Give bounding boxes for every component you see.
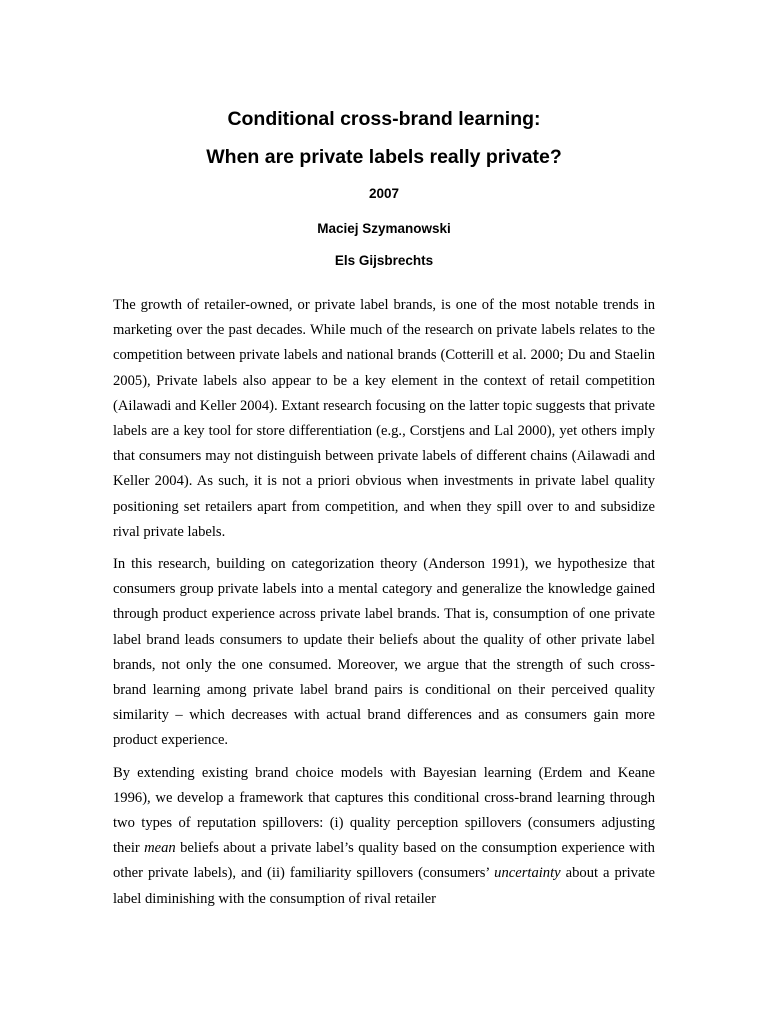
- paper-title-line-2: When are private labels really private?: [206, 146, 562, 168]
- publication-year: 2007: [368, 186, 400, 201]
- paragraph-text: beliefs about a private label’s quality based on the consumption experience with other private labels), and (ii) familiarity spillovers (consumers’: [113, 840, 655, 882]
- author-name: Els Gijsbrechts: [334, 253, 434, 268]
- paragraph-text: By extending existing brand choice models with Bayesian learning (Erdem and Keane 1996), we develop a framework that captures this conditional cross-brand learning through two types of reputation spillovers: (i) quality perception spillovers (consumers adjusting their: [113, 764, 655, 857]
- paragraph: In this research, building on categorization theory (Anderson 1991), we hypothesize that consumers group private labels into a mental category and generalize the knowledge gained through product experience across private label brands. That is, consumption of one private label brand leads consumers to update their beliefs about the quality of other private label brands, not only the one consumed. Moreover, we argue that the strength of such cross-brand learning among private label brand pairs is conditional on their perceived quality similarity – which decreases with actual brand differences and as consumers gain more product experience.: [113, 556, 655, 749]
- emphasized-term: mean: [144, 840, 176, 857]
- title-block: [0, 107, 768, 269]
- author-name: Maciej Szymanowski: [317, 221, 451, 236]
- paragraph: The growth of retailer-owned, or private label brands, is one of the most notable trends in marketing over the past decades. While much of the research on private labels relates to the competition between private labels and national brands (Cotterill et al. 2000; Du and Staelin 2005), Private labels also appear to be a key element in the context of retail competition (Ailawadi and Keller 2004). Extant research focusing on the latter topic suggests that private labels are a key tool for store differentiation (e.g., Corstjens and Lal 2000), yet others imply that consumers may not distinguish between private labels of different chains (Ailawadi and Keller 2004). As such, it is not a priori obvious when investments in private label quality positioning set retailers apart from competition, and when they spill over to and subsidize rival private labels.: [113, 297, 655, 540]
- paragraph: [113, 761, 655, 912]
- paragraph-text: about a private label diminishing with the consumption of rival retailer: [113, 865, 655, 907]
- paper-title-line-1: Conditional cross-brand learning:: [227, 108, 541, 130]
- emphasized-term: uncertainty: [494, 865, 561, 882]
- body-text: [113, 293, 655, 919]
